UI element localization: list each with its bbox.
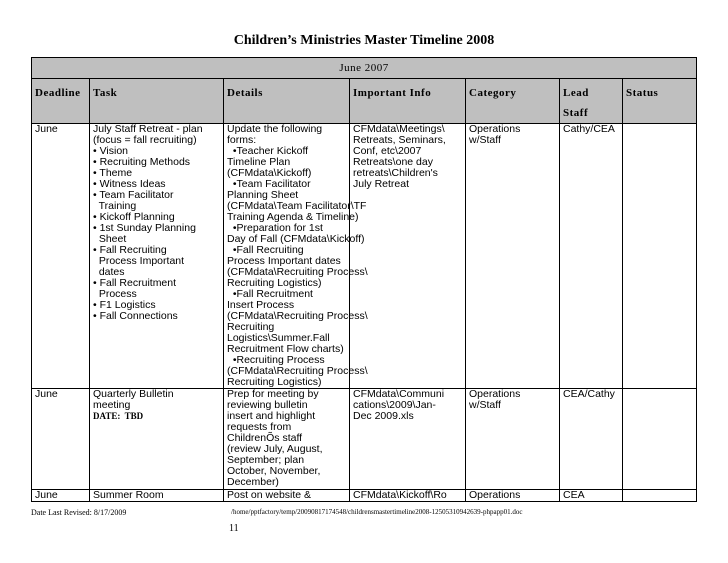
category-cell: Operations xyxy=(466,490,560,502)
lead-cell: CEA/Cathy xyxy=(560,389,623,490)
info-cell xyxy=(350,389,466,490)
header-deadline: Deadline xyxy=(32,79,90,124)
table-row xyxy=(32,124,697,389)
task-text: Quarterly Bulletin meeting xyxy=(93,388,174,411)
lead-cell: Cathy/CEA xyxy=(560,124,623,389)
header-row xyxy=(32,79,697,124)
deadline-cell: June xyxy=(32,490,90,502)
table-row xyxy=(32,490,697,502)
footer-page-number: 11 xyxy=(229,523,239,534)
category-cell xyxy=(466,389,560,490)
lead-cell: CEA xyxy=(560,490,623,502)
month-band-row xyxy=(32,58,697,79)
timeline-table xyxy=(31,57,697,502)
category-text: Operations w/Staff xyxy=(469,123,521,146)
details-text: Prep for meeting by reviewing bulletin insert and highlight requests from ChildrenÕs staff (review July, August, September; plan October, November, December) xyxy=(227,388,323,488)
header-important-info: Important Info xyxy=(350,79,466,124)
header-category: Category xyxy=(466,79,560,124)
category-text: Operations w/Staff xyxy=(469,388,521,411)
info-text: CFMdata\Meetings\ Retreats, Seminars, Conf, etc\2007 Retreats\one day retreats\Children's July Retreat xyxy=(353,123,446,190)
task-cell xyxy=(90,124,224,389)
footer-date-revised: Date Last Revised: 8/17/2009 xyxy=(31,508,127,517)
details-text: Update the following forms: •Teacher Kickoff Timeline Plan (CFMdata\Kickoff) •Team Facilitator Planning Sheet (CFMdata\Team Facilitator\TF Training Agenda & Timeline) •Preparation for 1st Day of Fall (CFMdata\Kickoff) •Fall Recruiting Process Important dates (CFMdata\Recruiting Process\ Recruiting Logistics) •Fall Recruitment Insert Process (CFMdata\Recruiting Process\ Recruiting Logistics\Summer.Fall Recruitment Flow charts) •Recruiting Process (CFMdata\Recruiting Process\ Recruiting Logistics) xyxy=(227,123,368,388)
info-text: CFMdata\Communi cations\2009\Jan- Dec 2009.xls xyxy=(353,388,445,422)
deadline-cell: June xyxy=(32,389,90,490)
header-lead-staff: Lead Staff xyxy=(560,79,623,124)
month-band: June 2007 xyxy=(32,58,697,79)
category-cell xyxy=(466,124,560,389)
task-cell xyxy=(90,389,224,490)
deadline-cell: June xyxy=(32,124,90,389)
details-cell xyxy=(224,123,368,389)
task-text: July Staff Retreat - plan (focus = fall recruiting) • Vision • Recruiting Methods • Theme • Witness Ideas • Team Facilitator Training • Kickoff Planning • 1st Sunday Planning Sheet • Fall Recruiting Process Important dates • Fall Recruitment Process • F1 Logistics • Fall Connections xyxy=(93,123,203,322)
header-details: Details xyxy=(224,79,350,124)
details-cell: Post on website & xyxy=(224,490,350,502)
info-cell xyxy=(350,124,466,389)
document-title: Children’s Ministries Master Timeline 2008 xyxy=(233,33,495,48)
header-task: Task xyxy=(90,79,224,124)
info-cell: CFMdata\Kickoff\Ro xyxy=(350,490,466,502)
status-cell xyxy=(623,490,697,502)
status-cell xyxy=(623,389,697,490)
table-row xyxy=(32,389,697,490)
task-date-note: DATE: TBD xyxy=(93,411,144,421)
status-cell xyxy=(623,124,697,389)
footer-file-path: /home/pptfactory/temp/20090817174548/childrensmastertimeline2008-12505310942639-phpapp01.doc xyxy=(231,508,523,516)
details-cell xyxy=(224,389,350,490)
task-cell: Summer Room xyxy=(90,490,224,502)
header-status: Status xyxy=(623,79,697,124)
